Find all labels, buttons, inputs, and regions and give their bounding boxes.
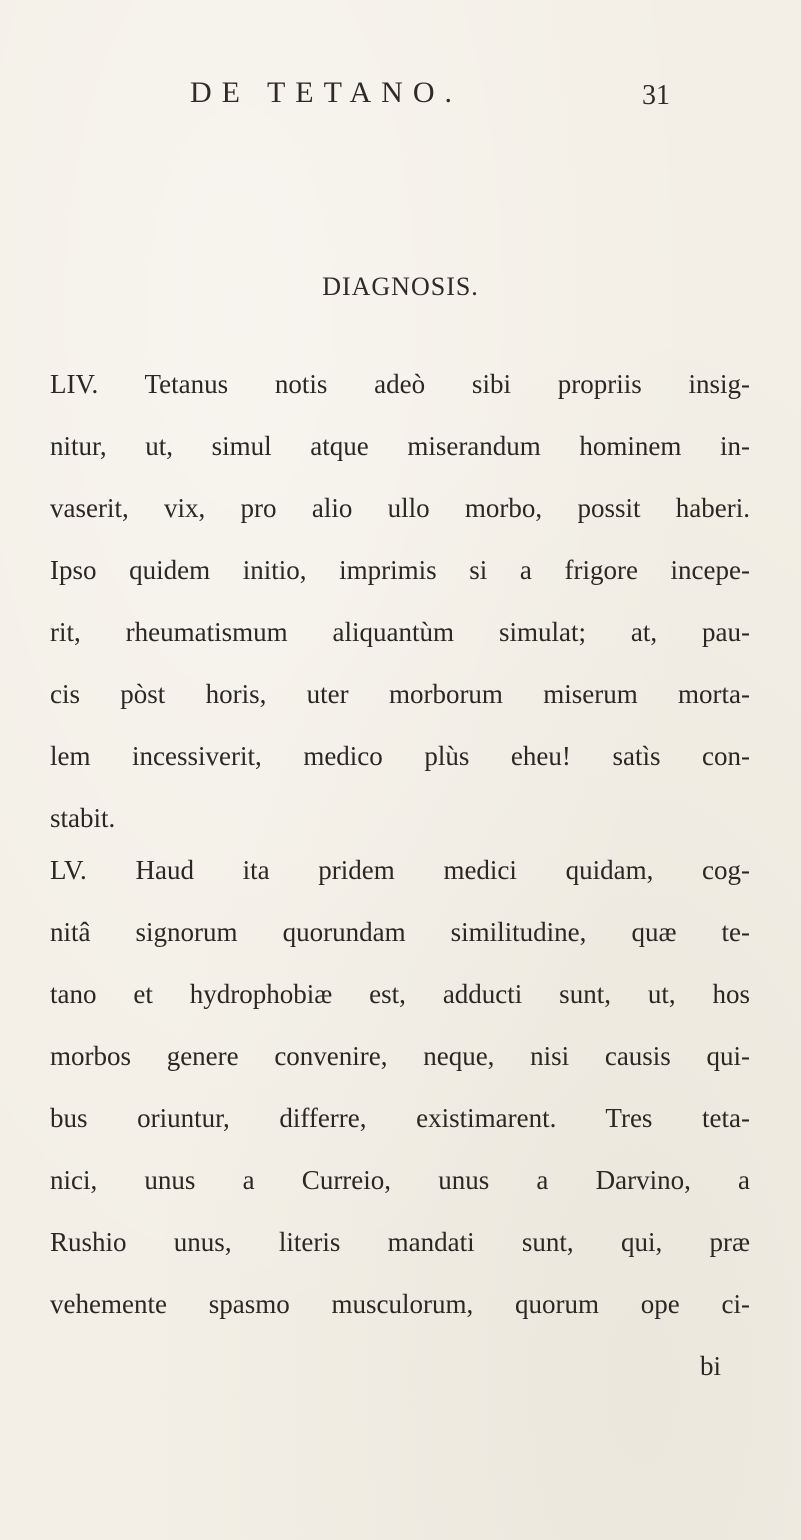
running-header bbox=[190, 76, 670, 120]
text-line: Rushio unus, literis mandati sunt, qui, præ bbox=[50, 1227, 750, 1257]
text-line: vaserit, vix, pro alio ullo morbo, possit haberi. bbox=[50, 493, 750, 523]
text-line: LV. Haud ita pridem medici quidam, cog- bbox=[50, 855, 750, 885]
text-line: cis pòst horis, uter morborum miserum morta- bbox=[50, 679, 750, 709]
text-line: stabit. bbox=[50, 803, 116, 833]
text-line: morbos genere convenire, neque, nisi causis qui- bbox=[50, 1041, 750, 1071]
text-line: nitâ signorum quorundam similitudine, quæ te- bbox=[50, 917, 750, 947]
text-line: vehemente spasmo musculorum, quorum ope ci- bbox=[50, 1289, 750, 1319]
catchword: bi bbox=[700, 1351, 722, 1381]
text-line: bus oriuntur, differre, existimarent. Tres teta- bbox=[50, 1103, 750, 1133]
running-title: DE TETANO. bbox=[190, 76, 463, 109]
text-line: lem incessiverit, medico plùs eheu! satìs con- bbox=[50, 741, 750, 771]
text-line: tano et hydrophobiæ est, adducti sunt, ut, hos bbox=[50, 979, 750, 1009]
section-heading: DIAGNOSIS. bbox=[322, 272, 479, 301]
text-line: Ipso quidem initio, imprimis si a frigore incepe- bbox=[50, 555, 750, 585]
page-number: 31 bbox=[642, 80, 670, 111]
text-line: nici, unus a Curreio, unus a Darvino, a bbox=[50, 1165, 750, 1195]
text-line: rit, rheumatismum aliquantùm simulat; at, pau- bbox=[50, 617, 750, 647]
text-line: LIV. Tetanus notis adeò sibi propriis insig- bbox=[50, 369, 750, 399]
text-line: nitur, ut, simul atque miserandum hominem in- bbox=[50, 431, 750, 461]
